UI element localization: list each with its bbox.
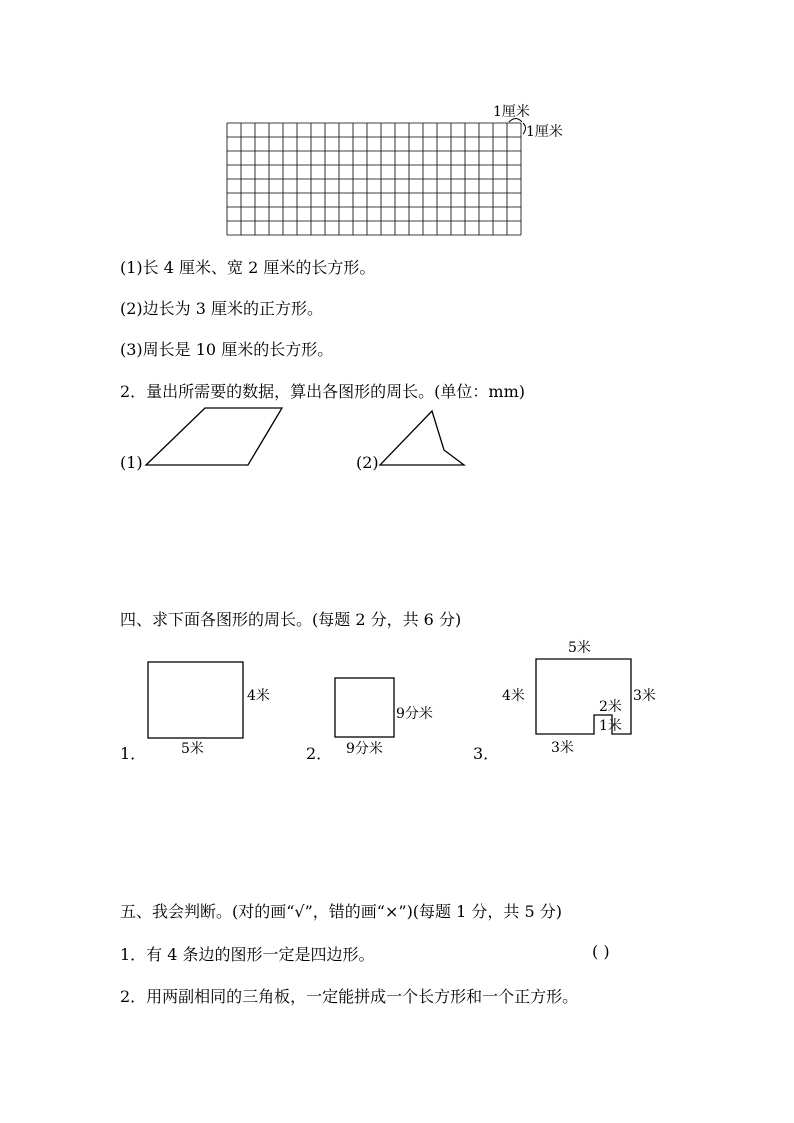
polygon-right-label: 3米 (633, 688, 656, 704)
figure-2-label: (2) (356, 453, 379, 472)
parallelogram-shape (146, 408, 282, 465)
triangle-shape (380, 411, 464, 465)
square-height-label: 9分米 (396, 706, 433, 722)
polygon-notch-height-label: 1米 (599, 718, 622, 734)
grid-unit-label-top: 1厘米 (493, 104, 530, 120)
figure-1-label: (1) (120, 453, 143, 472)
rectangle-height-label: 4米 (247, 688, 270, 704)
figure-1-number: 1． (120, 744, 147, 763)
rectangle-shape (148, 662, 243, 738)
polygon-top-label: 5米 (568, 640, 591, 656)
polygon-left-label: 4米 (502, 688, 525, 704)
figure-2-number: 2． (306, 744, 333, 763)
square-shape (335, 678, 394, 737)
section-5-title: 五、我会判断。(对的画“√”，错的画“×”)(每题 1 分，共 5 分) (120, 902, 562, 921)
question-2-title: 2．量出所需要的数据，算出各图形的周长。(单位：mm) (120, 382, 526, 401)
square-width-label: 9分米 (346, 741, 383, 757)
section-4-title: 四、求下面各图形的周长。(每题 2 分，共 6 分) (120, 610, 462, 629)
square-grid (227, 123, 521, 235)
grid-unit-label-right: 1厘米 (526, 124, 563, 140)
judgement-question-1: 1．有 4 条边的图形一定是四边形。 (120, 945, 375, 964)
task-square: (2)边长为 3 厘米的正方形。 (120, 299, 324, 318)
task-perimeter-rectangle: (3)周长是 10 厘米的长方形。 (120, 340, 334, 359)
polygon-notch-width-label: 2米 (599, 699, 622, 715)
answer-paren: ( ) (592, 942, 610, 961)
judgement-question-2: 2．用两副相同的三角板，一定能拼成一个长方形和一个正方形。 (120, 987, 579, 1006)
rectangle-width-label: 5米 (181, 741, 204, 757)
polygon-bottom-label: 3米 (551, 740, 574, 756)
figure-3-number: 3． (473, 744, 500, 763)
task-rectangle: (1)长 4 厘米、宽 2 厘米的长方形。 (120, 258, 376, 277)
